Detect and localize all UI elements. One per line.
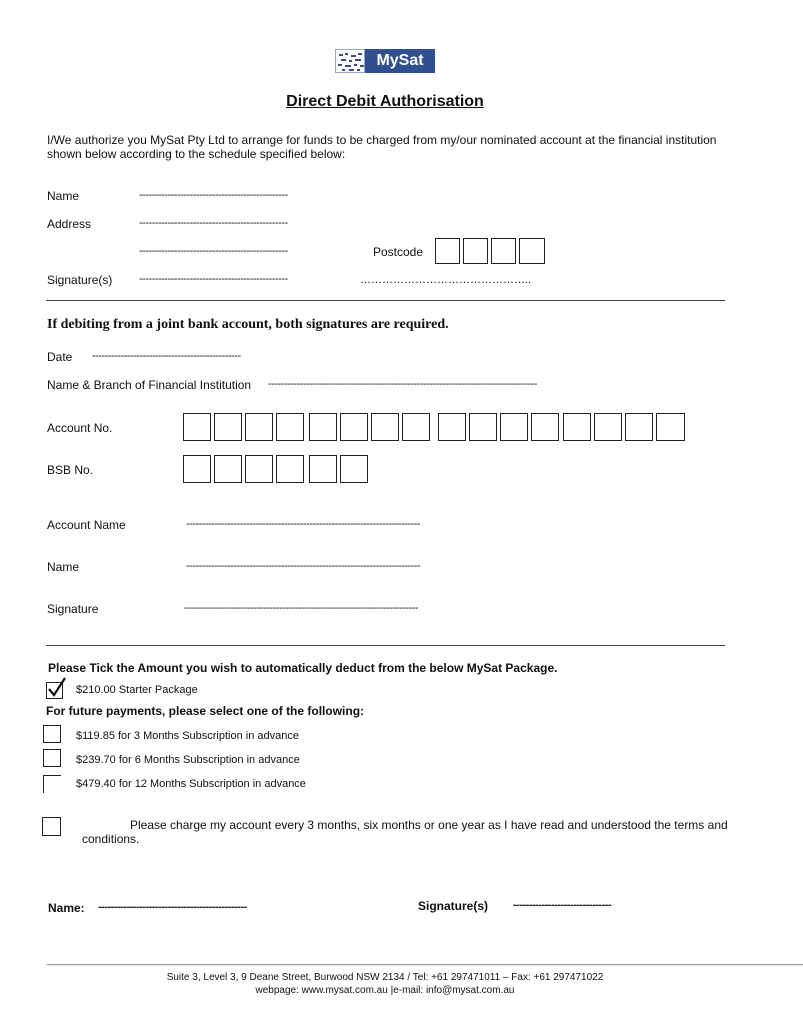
bsb-digit-box[interactable] <box>276 455 304 483</box>
page-title: Direct Debit Authorisation <box>286 93 484 110</box>
joint-account-note: If debiting from a joint bank account, both signatures are required. <box>47 317 449 332</box>
account-digit-box[interactable] <box>245 413 273 441</box>
intro-paragraph: I/We authorize you MySat Pty Ltd to arrange for funds to be charged from my/our nominated account at the financial institution shown below according to the schedule specified below: <box>47 133 717 161</box>
footer-address: Suite 3, Level 3, 9 Deane Street, Burwood NSW 2134 / Tel: +61 297471011 – Fax: +61 297471022 <box>166 972 604 983</box>
bsb-digit-box[interactable] <box>340 455 368 483</box>
bsb-digit-box[interactable] <box>183 455 211 483</box>
bsb-digit-box[interactable] <box>245 455 273 483</box>
account-digit-box[interactable] <box>563 413 591 441</box>
account-name-label: Account Name <box>47 518 126 532</box>
option-12-months-label: $479.40 for 12 Months Subscription in advance <box>76 778 306 790</box>
account-no-label: Account No. <box>47 421 113 435</box>
account-digit-box[interactable] <box>438 413 466 441</box>
signatures-label: Signature(s) <box>47 273 113 287</box>
option-3-months-label: $119.85 for 3 Months Subscription in advance <box>76 730 299 742</box>
date-label: Date <box>47 350 73 364</box>
holder-name-line[interactable]: -------------------------------------------------------------------------- <box>186 560 421 572</box>
signature-line-2[interactable]: ……………………………………….. <box>360 274 532 286</box>
account-digit-box[interactable] <box>183 413 211 441</box>
logo-mark-icon <box>335 49 365 73</box>
institution-line[interactable]: ------------------------------------------------------------------------------------- <box>268 378 537 390</box>
holder-signature-line[interactable]: -------------------------------------------------------------------------- <box>184 602 419 614</box>
account-digit-box[interactable] <box>594 413 622 441</box>
postcode-digit-box[interactable] <box>519 238 545 264</box>
account-digit-box[interactable] <box>625 413 653 441</box>
postcode-digit-box[interactable] <box>463 238 488 264</box>
footer-signature-line[interactable]: ------------------------------- <box>513 899 612 911</box>
postcode-label: Postcode <box>373 245 424 259</box>
mysat-logo <box>335 49 435 73</box>
future-payments-heading: For future payments, please select one of the following: <box>46 704 365 718</box>
address-label: Address <box>47 217 92 231</box>
footer-signature-label: Signature(s) <box>418 899 489 913</box>
section-divider <box>46 645 725 646</box>
name-line[interactable]: ----------------------------------------------- <box>139 189 288 201</box>
check-icon <box>45 676 69 700</box>
account-digit-box[interactable] <box>656 413 685 441</box>
account-digit-box[interactable] <box>371 413 399 441</box>
bsb-digit-box[interactable] <box>214 455 242 483</box>
account-digit-box[interactable] <box>500 413 528 441</box>
address-line-2[interactable]: ----------------------------------------------- <box>139 245 288 257</box>
consent-text: Please charge my account every 3 months, six months or one year as I have read and understood the terms and conditions. <box>82 818 728 846</box>
account-digit-box[interactable] <box>214 413 242 441</box>
signature-line-1[interactable]: ----------------------------------------------- <box>139 273 288 285</box>
bsb-digit-box[interactable] <box>309 455 337 483</box>
option-3-months-checkbox[interactable] <box>43 725 61 743</box>
address-line-1[interactable]: ----------------------------------------------- <box>139 217 288 229</box>
option-6-months-label: $239.70 for 6 Months Subscription in advance <box>76 754 300 766</box>
institution-label: Name & Branch of Financial Institution <box>47 378 252 392</box>
option-6-months-checkbox[interactable] <box>43 749 61 767</box>
account-digit-box[interactable] <box>309 413 337 441</box>
section-divider <box>46 300 725 301</box>
postcode-digit-box[interactable] <box>435 238 460 264</box>
logo-wordmark: MySat <box>365 49 435 73</box>
starter-package-label: $210.00 Starter Package <box>76 684 198 696</box>
footer-rule: ________________________________________________________________________________________________________________________________________ <box>47 955 803 966</box>
consent-checkbox[interactable] <box>42 817 61 836</box>
name-label: Name <box>47 189 80 203</box>
date-line[interactable]: ----------------------------------------------- <box>92 350 241 362</box>
bsb-label: BSB No. <box>47 463 94 477</box>
account-digit-box[interactable] <box>340 413 368 441</box>
holder-signature-label: Signature <box>47 602 99 616</box>
footer-name-label: Name: <box>48 901 85 915</box>
holder-name-label: Name <box>47 560 80 574</box>
footer-web: webpage: www.mysat.com.au |e-mail: info@mysat.com.au <box>255 985 515 996</box>
account-name-line[interactable]: -------------------------------------------------------------------------- <box>186 518 421 530</box>
footer-name-line[interactable]: ----------------------------------------------- <box>98 901 247 913</box>
option-12-months-checkbox[interactable] <box>43 775 61 793</box>
account-digit-box[interactable] <box>469 413 497 441</box>
account-digit-box[interactable] <box>402 413 430 441</box>
account-digit-box[interactable] <box>531 413 559 441</box>
postcode-digit-box[interactable] <box>491 238 516 264</box>
account-digit-box[interactable] <box>276 413 304 441</box>
package-heading: Please Tick the Amount you wish to automatically deduct from the below MySat Package. <box>48 661 558 675</box>
